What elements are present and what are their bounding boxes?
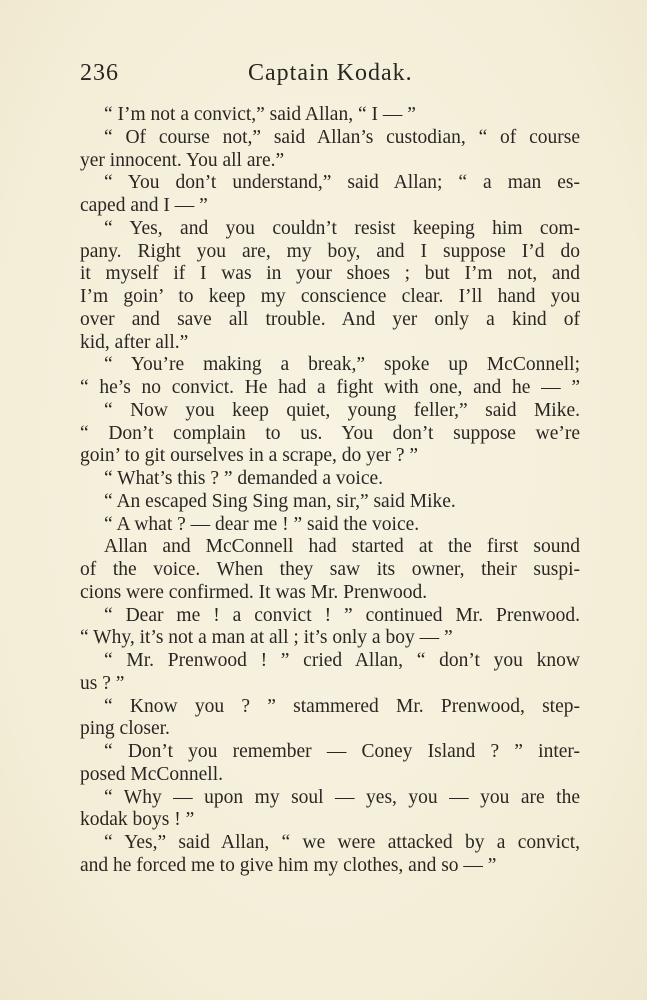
text-line: “ he’s no convict. He had a fight with one, and he — ” — [80, 377, 580, 398]
text-line: “ Know you ? ” stammered Mr. Prenwood, step- — [104, 695, 580, 717]
text-line: “ Don’t complain to us. You don’t suppose we’re — [80, 422, 580, 444]
text-line: over and save all trouble. And yer only a kind of — [80, 308, 580, 330]
text-line: “ Dear me ! a convict ! ” continued Mr. Prenwood. — [104, 604, 580, 626]
text-line: “ A what ? — dear me ! ” said the voice. — [104, 513, 420, 535]
text-line: “ I’m not a convict,” said Allan, “ I — ” — [104, 104, 416, 125]
text-line: caped and I — ” — [80, 195, 208, 216]
text-line: goin’ to git ourselves in a scrape, do yer ? ” — [80, 445, 419, 467]
text-line: “ Why, it’s not a man at all ; it’s only a boy — ” — [80, 627, 453, 649]
text-line: cions were confirmed. It was Mr. Prenwood. — [80, 581, 428, 603]
text-line: kid, after all.” — [80, 331, 189, 353]
text-line: “ You don’t understand,” said Allan; “ a man es- — [104, 172, 580, 194]
text-line: pany. Right you are, my boy, and I suppose I’d do — [80, 240, 580, 262]
text-line: Allan and McConnell had started at the first sound — [104, 536, 580, 558]
text-line: “ Of course not,” said Allan’s custodian, “ of course — [104, 126, 580, 148]
text-line: and he forced me to give him my clothes, and so — ” — [80, 854, 497, 876]
text-line: “ You’re making a break,” spoke up McConnell; — [104, 354, 580, 376]
text-line: I’m goin’ to keep my conscience clear. I’ll hand you — [80, 286, 580, 307]
text-line: “ What’s this ? ” demanded a voice. — [104, 468, 384, 489]
text-line: kodak boys ! ” — [80, 809, 195, 831]
text-line: “ Now you keep quiet, young feller,” said Mike. — [104, 399, 580, 421]
text-line: “ Yes,” said Allan, “ we were attacked by a convict, — [104, 832, 580, 853]
page-number: 236 — [80, 60, 119, 86]
text-line: yer innocent. You all are.” — [80, 149, 285, 171]
page-header — [80, 60, 580, 90]
text-line: it myself if I was in your shoes ; but I’m not, and — [80, 263, 580, 285]
text-line: of the voice. When they saw its owner, their suspi- — [80, 559, 580, 580]
text-line: ping closer. — [80, 718, 170, 740]
text-line: “ Don’t you remember — Coney Island ? ” inter- — [104, 741, 580, 762]
text-line: posed McConnell. — [80, 763, 223, 785]
text-line: “ Mr. Prenwood ! ” cried Allan, “ don’t you know — [104, 650, 580, 671]
body-text — [80, 104, 580, 878]
text-line: “ Why — upon my soul — yes, you — you are the — [104, 786, 580, 808]
text-line: us ? ” — [80, 672, 125, 694]
text-line: “ An escaped Sing Sing man, sir,” said Mike. — [104, 490, 456, 512]
text-line: “ Yes, and you couldn’t resist keeping him com- — [104, 217, 580, 239]
running-title: Captain Kodak. — [248, 60, 413, 86]
